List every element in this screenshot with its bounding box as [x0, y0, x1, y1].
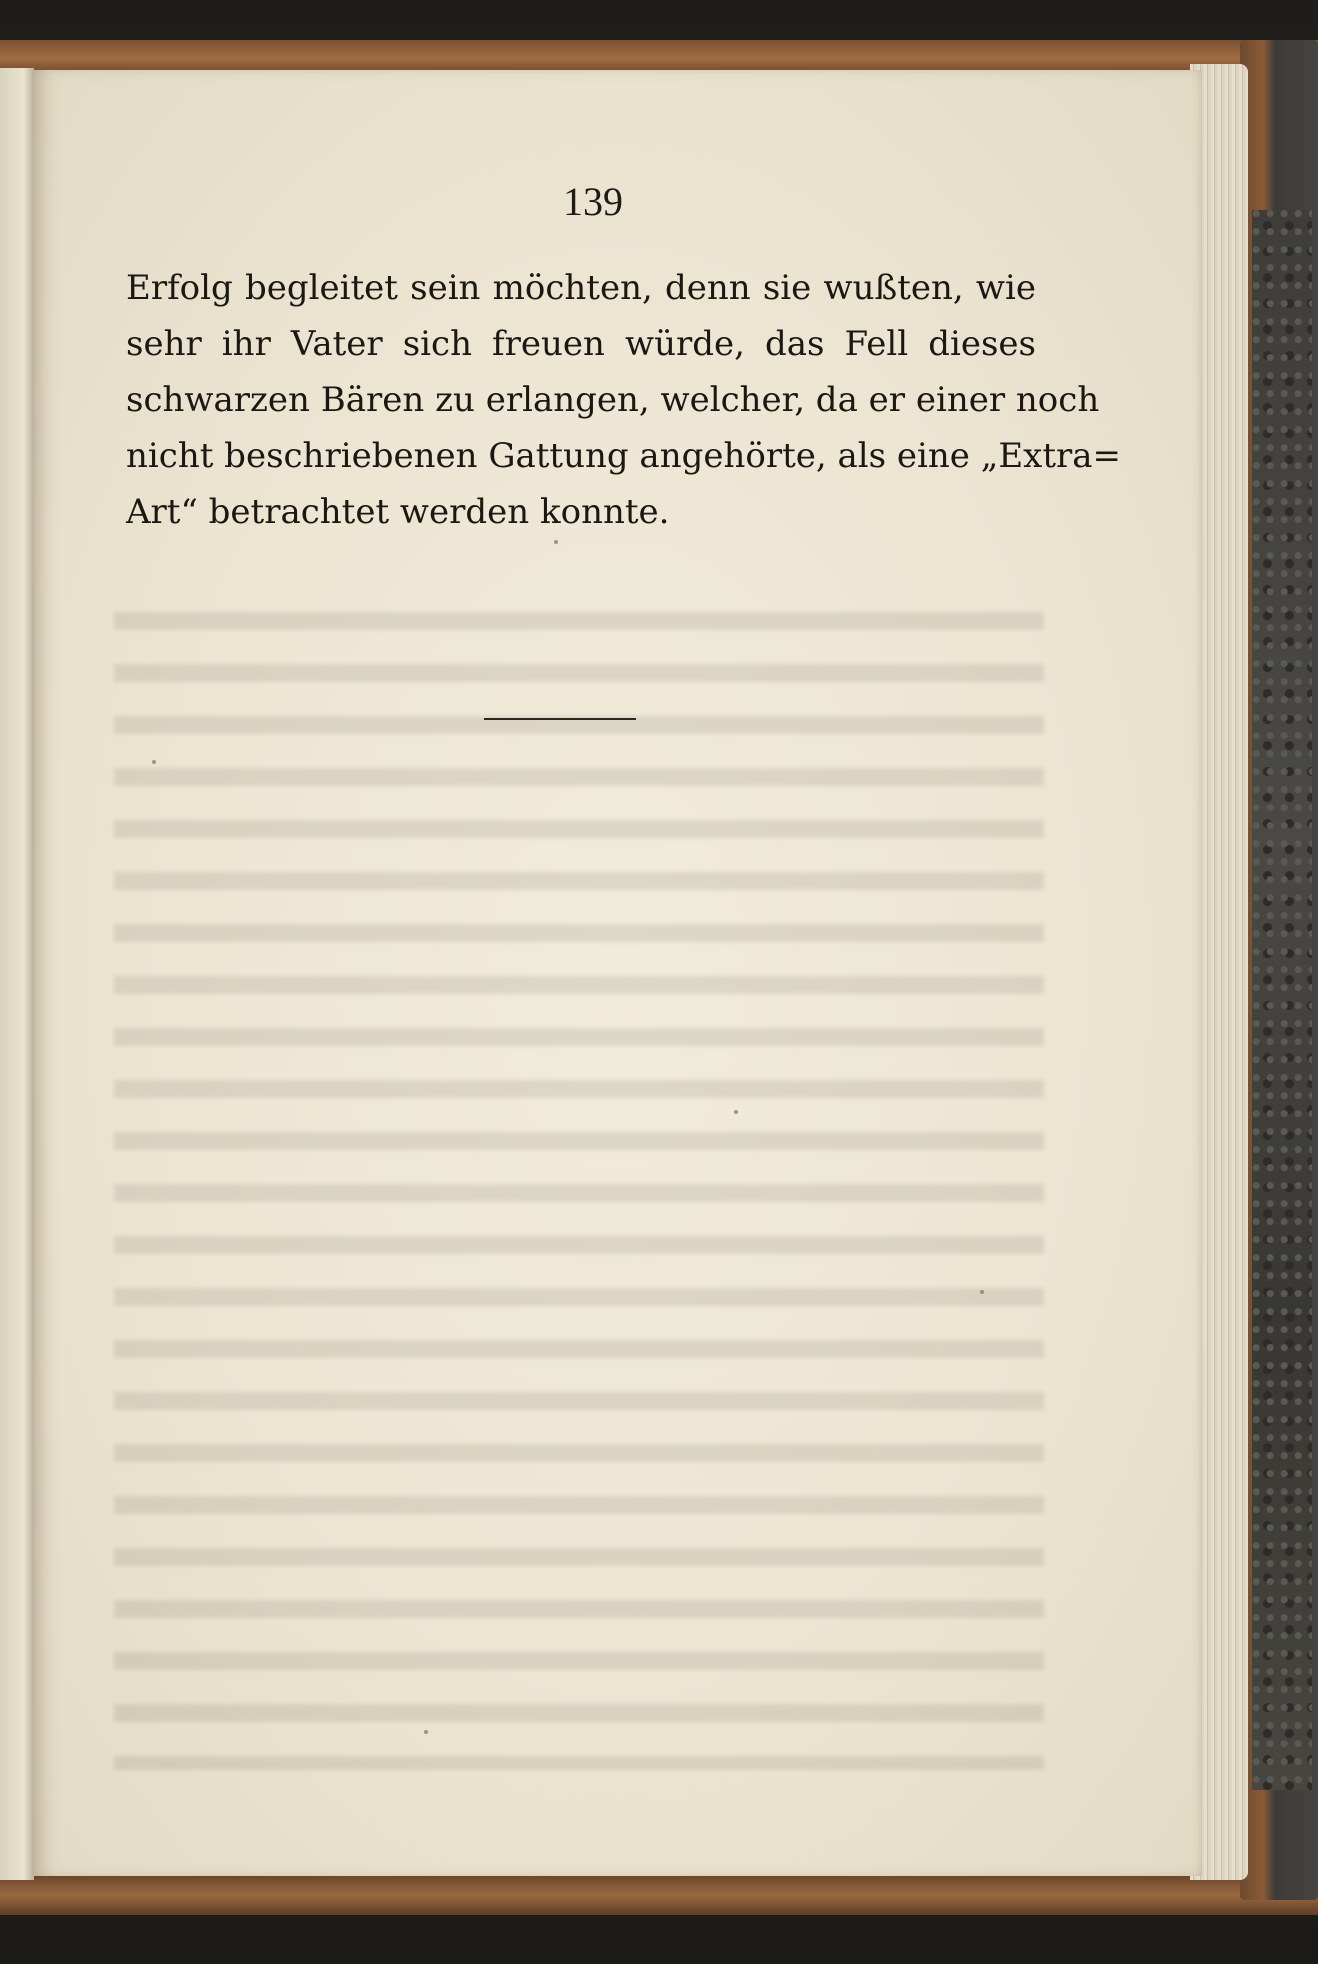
book-page	[34, 70, 1202, 1876]
section-divider-rule	[484, 718, 636, 720]
facing-page-edge	[0, 68, 34, 1880]
paragraph-line: Erfolg begleitet sein möchten, denn sie wußten, wie	[126, 268, 1036, 308]
marbled-board	[1252, 210, 1312, 1790]
paragraph-line: schwarzen Bären zu erlangen, welcher, da er einer noch	[126, 380, 1100, 420]
paragraph-line: nicht beschriebenen Gattung angehörte, als eine „Extra=	[126, 436, 1122, 476]
paragraph-line: Art“ betrachtet werden konnte.	[126, 492, 670, 532]
paragraph-line: sehr ihr Vater sich freuen würde, das Fell dieses	[126, 324, 1036, 364]
book-cover-bottom-edge	[0, 1875, 1318, 1915]
paragraph	[126, 260, 1122, 540]
page-number: 139	[563, 179, 623, 224]
reverse-side-bleed-through	[114, 590, 1044, 1770]
